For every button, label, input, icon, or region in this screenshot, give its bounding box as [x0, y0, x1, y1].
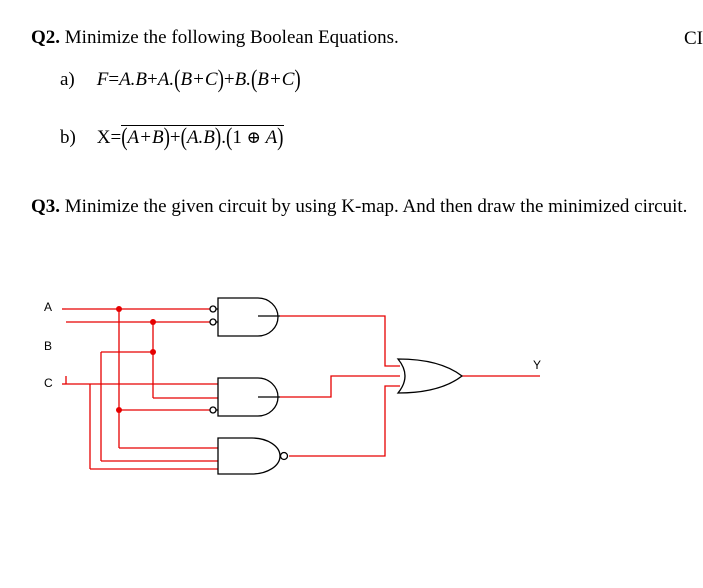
equation-b-plus: + — [169, 127, 181, 148]
equation-a-open-paren-2: ( — [250, 65, 258, 94]
wire-and2-to-or — [280, 376, 400, 397]
output-label-y: Y — [533, 358, 542, 372]
input-label-b: B — [44, 339, 53, 353]
equation-a-close-paren-2: ) — [294, 65, 301, 94]
equation-b-bar1: A+B — [127, 127, 164, 148]
junction-dot — [116, 407, 122, 413]
input-label-a: A — [44, 300, 53, 314]
inverter-bubble — [210, 306, 216, 312]
question-3-number: Q3. — [31, 196, 61, 217]
equation-a-lhs: F — [96, 69, 109, 90]
wire-and1-to-or — [280, 316, 400, 366]
equation-b-a: A — [265, 127, 278, 148]
question-2-text: Minimize the following Boolean Equations. — [64, 27, 399, 48]
wires — [66, 309, 540, 469]
equation-b-bar2: A.B — [186, 127, 215, 148]
inverter-bubble — [210, 319, 216, 325]
or-gate — [398, 359, 462, 393]
xor-symbol: ⊕ — [246, 128, 261, 147]
equation-a-term3-inner: B+C — [257, 69, 295, 90]
equation-b-dot: . — [221, 127, 226, 148]
equation-b-close-paren-3: ) — [277, 123, 284, 152]
equation-b-open-paren-2: ( — [180, 123, 187, 152]
input-stubs — [62, 309, 66, 384]
equation-a-plus2: + — [223, 69, 235, 90]
equation-b-close-paren: ) — [163, 123, 170, 152]
cut-off-corner-text: CI — [684, 28, 703, 49]
question-2-number: Q2. — [31, 27, 61, 48]
equation-a-close-paren: ) — [217, 65, 224, 94]
and-gate-1 — [218, 298, 278, 336]
equation-a-open-paren: ( — [174, 65, 181, 94]
equation-a-label: a) — [60, 69, 75, 90]
equation-b-label: b) — [60, 127, 76, 148]
question-3-text: Minimize the given circuit by using K-map. And then draw the minimized circuit. — [64, 196, 688, 217]
equation-b-open-paren-3: ( — [225, 123, 233, 152]
equation-a-term1: A.B — [119, 69, 148, 90]
input-label-c: C — [44, 376, 53, 390]
gates — [210, 298, 462, 474]
junction-dot — [150, 319, 156, 325]
equation-b-close-paren-2: ) — [214, 123, 222, 152]
nand-gate — [218, 438, 280, 474]
equation-b-lhs: X= — [96, 127, 122, 148]
equation-a-term2-inner: B+C — [180, 69, 218, 90]
equation-a-equals: = — [108, 69, 120, 90]
equation-b-open-paren: ( — [121, 123, 128, 152]
equation-a-plus1: + — [147, 69, 158, 90]
junction-dot — [150, 349, 156, 355]
equation-a-term3-prefix: B. — [234, 69, 251, 90]
inverter-bubble — [210, 407, 216, 413]
equation-a-term2-prefix: A. — [157, 69, 175, 90]
nand-output-bubble — [281, 453, 288, 460]
equation-b-one: 1 — [232, 127, 242, 148]
junction-dot — [116, 306, 122, 312]
